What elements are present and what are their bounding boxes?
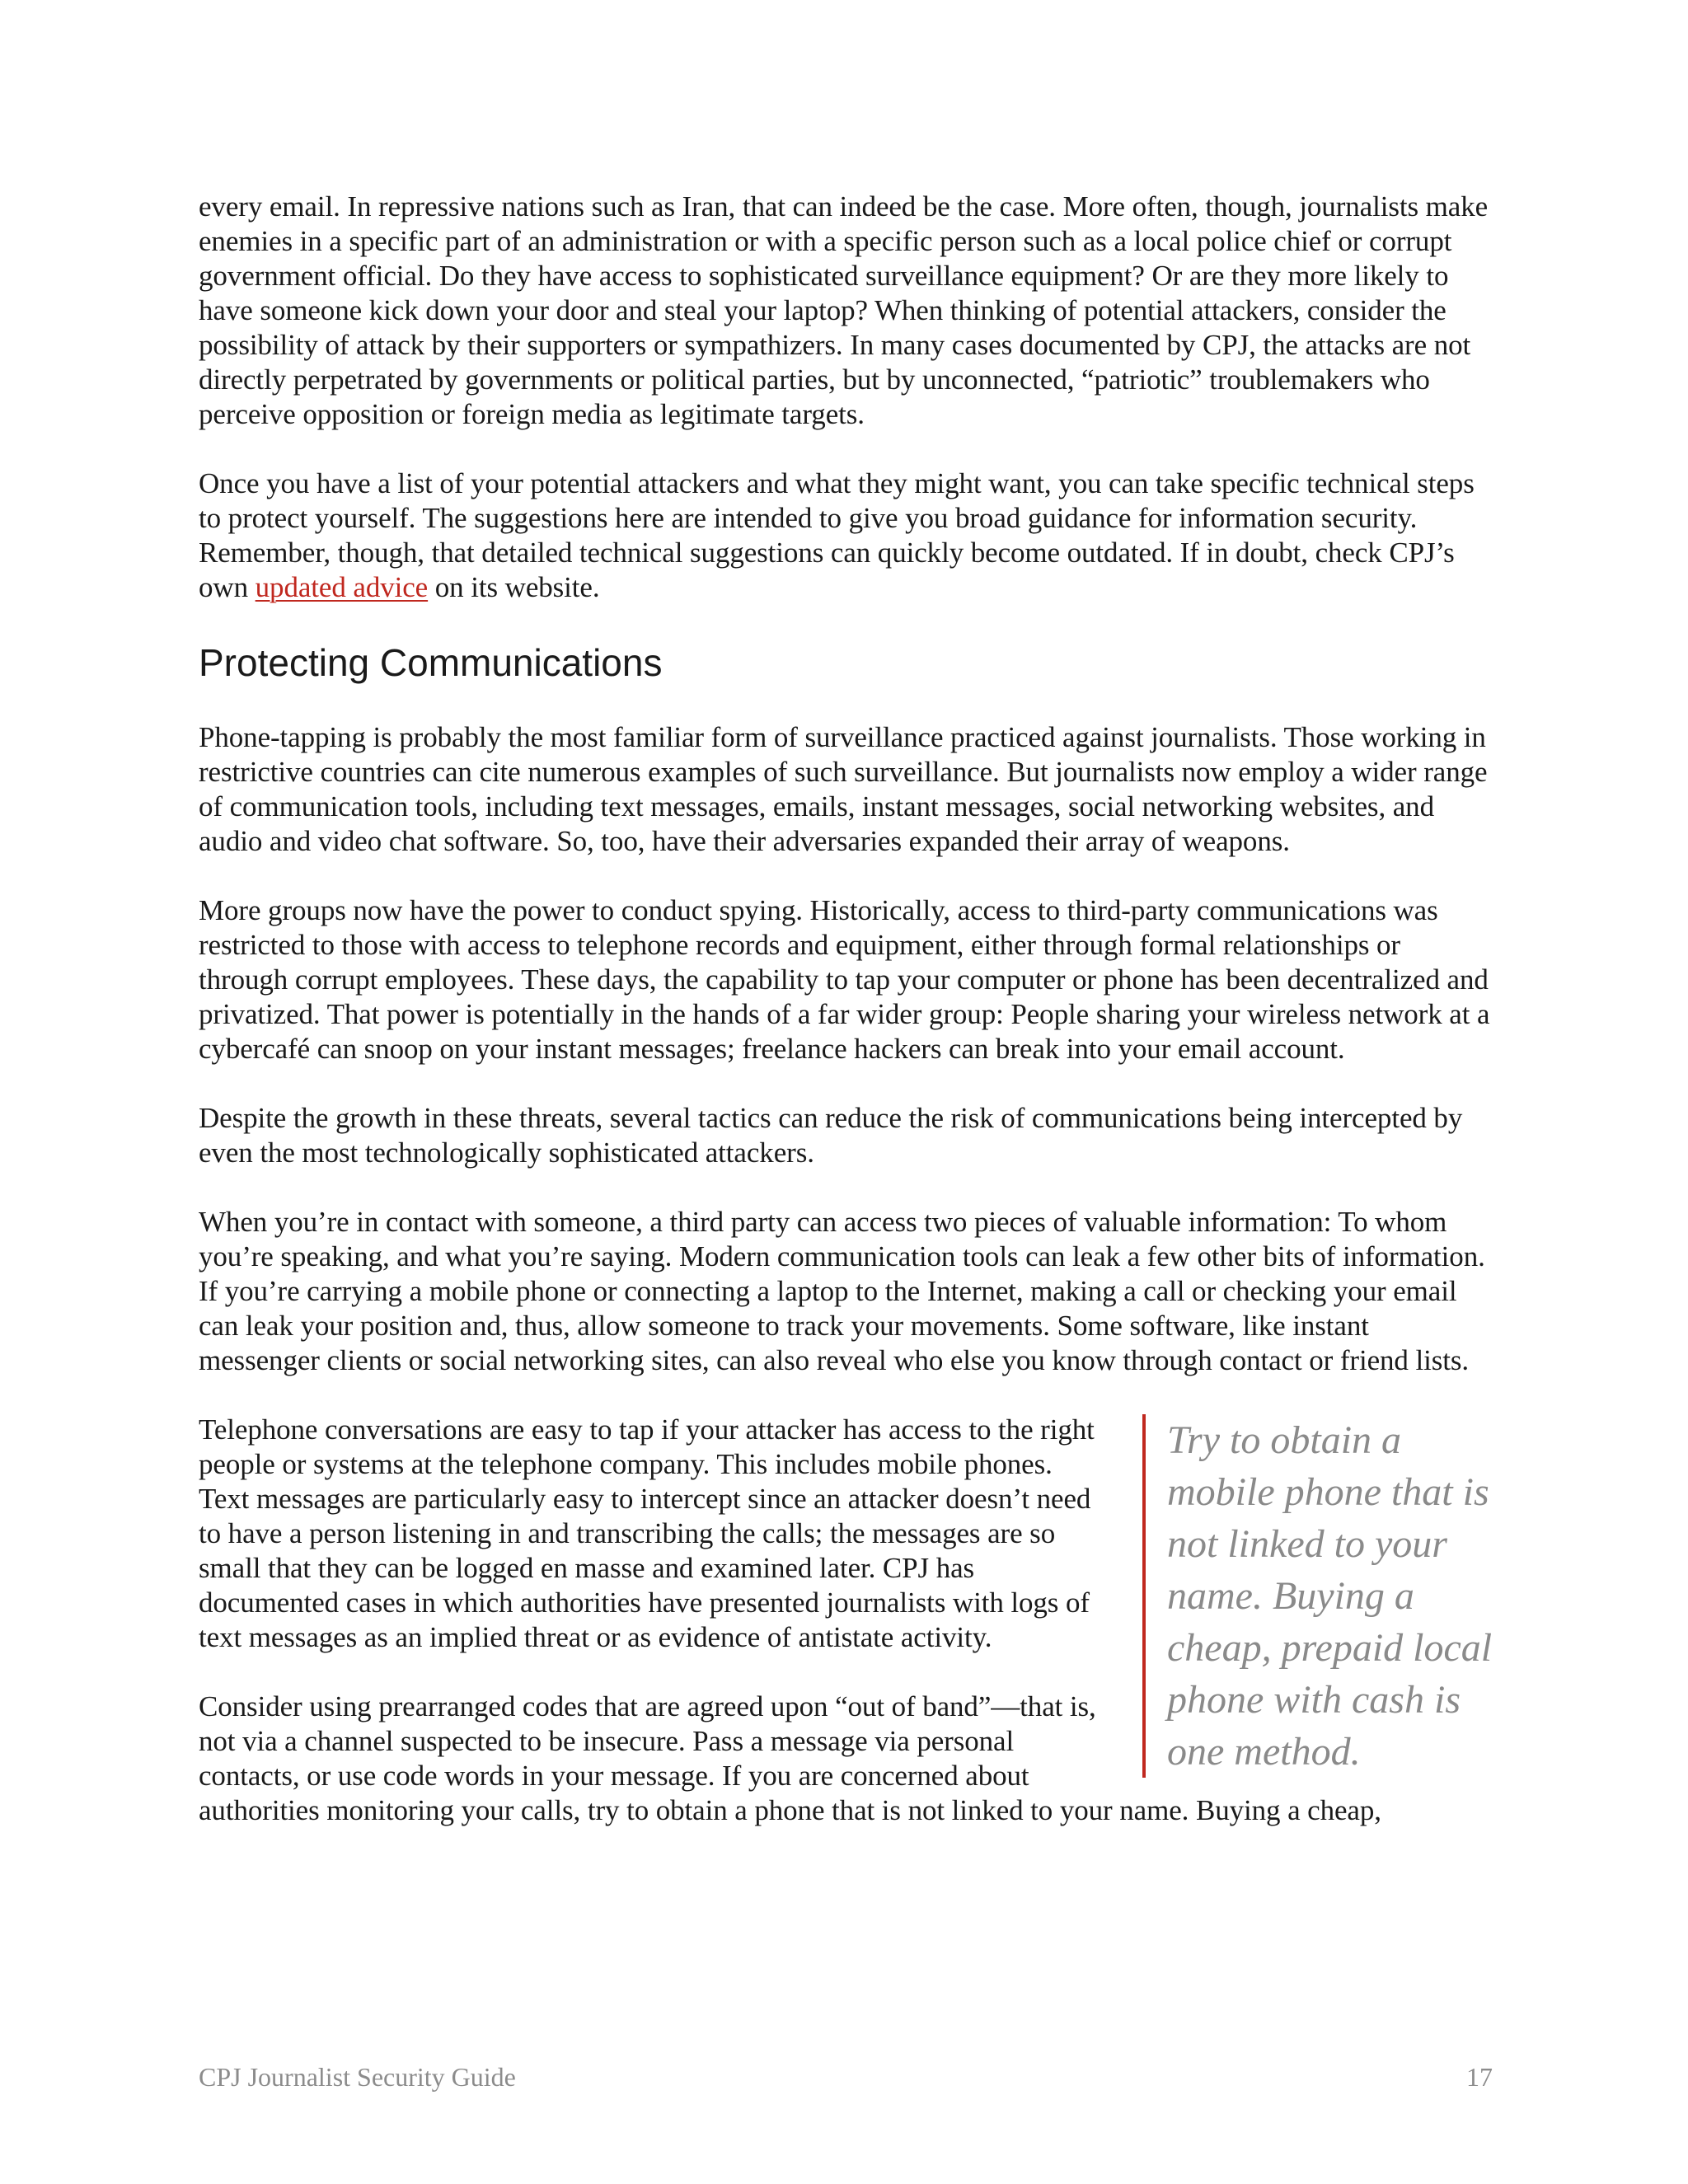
phone-tapping-paragraph: Phone-tapping is probably the most familiar form of surveillance practiced against journalists. Those working in restrictive countries can cite numerous examples of such surveillance. But journalists now employ a wider range of communication tools, including text messages, emails, instant messages, social networking websites, and audio and video chat software. So, too, have their adversaries expanded their array of weapons.: [199, 721, 1488, 857]
page-number: 17: [1466, 2062, 1493, 2092]
updated-advice-link[interactable]: updated advice: [255, 571, 429, 603]
tactics-paragraph: Despite the growth in these threats, several tactics can reduce the risk of communications being intercepted by even the most technologically sophisticated attackers.: [199, 1102, 1463, 1169]
spying-groups-paragraph: More groups now have the power to conduct spying. Historically, access to third-party communications was restricted to those with access to telephone records and equipment, either through formal relationships or through corrupt employees. These days, the capability to tap your computer or phone has been decentralized and privatized. That power is potentially in the hands of a far wider group: People sharing your wireless network at a cybercafé can snoop on your instant messages; freelance hackers can break into your email account.: [199, 894, 1490, 1065]
advice-text-before: Once you have a list of your potential attackers and what they might want, you can take specific technical steps to protect yourself. The suggestions here are intended to give you broad guidance for information security. Remember, though, that detailed technical suggestions can quickly become outdated. If in doubt, check CPJ’s own: [199, 467, 1475, 603]
advice-paragraph: [199, 466, 1493, 605]
intro-paragraph: every email. In repressive nations such as Iran, that can indeed be the case. More often, though, journalists make enemies in a specific part of an administration or with a specific person such as a local police chief or corrupt government official. Do they have access to sophisticated surveillance equipment? Or are they more likely to have someone kick down your door and steal your laptop? When thinking of potential attackers, consider the possibility of attack by their supporters or sympathizers. In many cases documented by CPJ, the attacks are not directly perpetrated by governments or political parties, but by unconnected, “patriotic” troublemakers who perceive opposition or foreign media as legitimate targets.: [199, 190, 1489, 430]
section-heading: Protecting Communications: [199, 641, 663, 684]
footer-title: CPJ Journalist Security Guide: [199, 2062, 516, 2092]
advice-text-after: on its website.: [428, 571, 600, 603]
page-content: [199, 190, 1493, 1828]
pull-quote: Try to obtain a mobile phone that is not linked to your name. Buying a cheap, prepaid local phone with cash is one method.: [1142, 1414, 1493, 1778]
contact-information-paragraph: When you’re in contact with someone, a third party can access two pieces of valuable information: To whom you’re speaking, and what you’re saying. Modern communication tools can leak a few other bits of information. If you’re carrying a mobile phone or connecting a laptop to the Internet, making a call or checking your email can leak your position and, thus, allow someone to track your movements. Some software, like instant messenger clients or social networking sites, can also reveal who else you know through contact or friend lists.: [199, 1206, 1485, 1376]
prearranged-codes-paragraph: Consider using prearranged codes that are agreed upon “out of band”—that is, not via a channel suspected to be insecure. Pass a message via personal contacts, or use code words in your message. If you are concerned about authorities monitoring your calls, try to obtain a phone that is not linked to your name. Buying a cheap,: [199, 1690, 1381, 1826]
telephone-conversations-paragraph: Telephone conversations are easy to tap if your attacker has access to the right people or systems at the telephone company. This includes mobile phones. Text messages are particularly easy to intercept since an attacker doesn’t need to have a person listening in and transcribing the calls; the messages are so small that they can be logged en masse and examined later. CPJ has documented cases in which authorities have presented journalists with logs of text messages as an implied threat or as evidence of antistate activity.: [199, 1413, 1095, 1653]
